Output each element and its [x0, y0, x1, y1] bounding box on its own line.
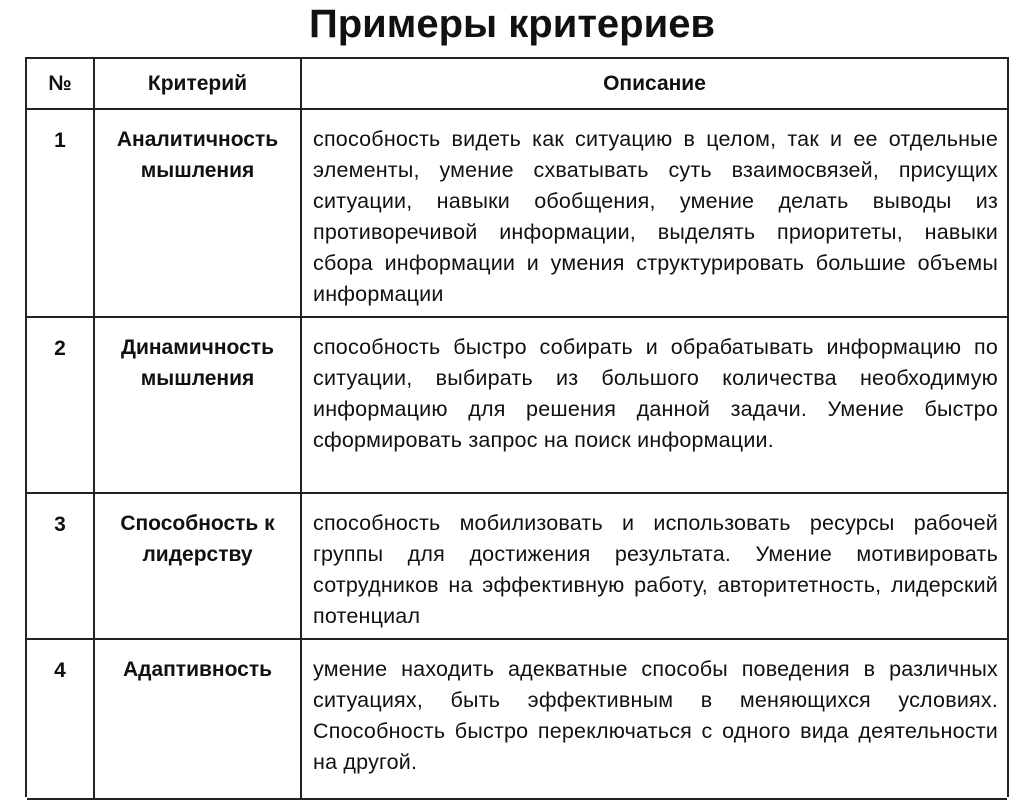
header-num: №: [27, 59, 94, 109]
row-criterion: Способность к лидерству: [94, 493, 301, 639]
table-row: [27, 493, 1007, 639]
header-criterion: Критерий: [94, 59, 301, 109]
row-criterion: Динамичность мышления: [94, 317, 301, 493]
row-num: 3: [27, 493, 94, 639]
header-description: Описание: [301, 59, 1007, 109]
table-row: [27, 639, 1007, 799]
row-description: способность быстро собирать и обрабатывать информацию по ситуации, выбирать из большого количества необходимую информацию для решения данной задачи. Умение быстро сформировать запрос на поиск информации.: [301, 317, 1007, 493]
row-description: способность мобилизовать и использовать ресурсы рабочей группы для достижения результата. Умение мотивировать сотрудников на эффективную работу, авторитетность, лидерский потенциал: [301, 493, 1007, 639]
criteria-table-container: [25, 57, 1009, 797]
row-num: 4: [27, 639, 94, 799]
table-row: [27, 317, 1007, 493]
page-title: Примеры критериев: [308, 2, 716, 46]
row-description: умение находить адекватные способы поведения в различных ситуациях, быть эффективным в меняющихся условиях. Способность быстро переключаться с одного вида деятельности на другой.: [301, 639, 1007, 799]
row-criterion: Адаптивность: [94, 639, 301, 799]
row-num: 2: [27, 317, 94, 493]
row-criterion: Аналитичность мышления: [94, 109, 301, 317]
row-description: способность видеть как ситуацию в целом, так и ее отдельные элементы, умение схватывать суть взаимосвязей, присущих ситуации, навыки обобщения, умение делать выводы из противоречивой информации, выделять приоритеты, навыки сбора информации и умения структурировать большие объемы информации: [301, 109, 1007, 317]
criteria-table: [27, 59, 1007, 800]
table-row: [27, 109, 1007, 317]
table-header-row: [27, 59, 1007, 109]
row-num: 1: [27, 109, 94, 317]
